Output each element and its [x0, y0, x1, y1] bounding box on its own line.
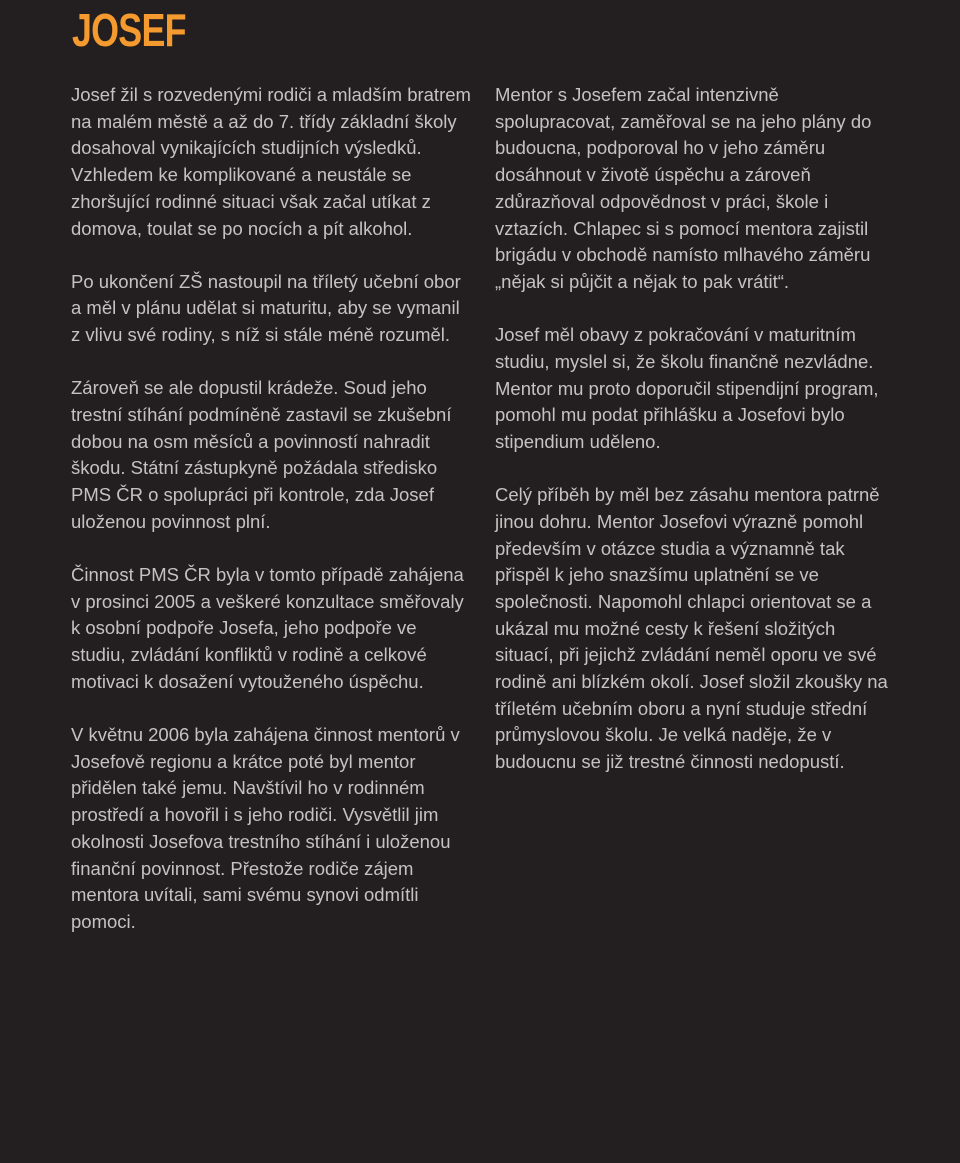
- left-column: [71, 82, 471, 962]
- paragraph: Celý příběh by měl bez zásahu mentora patrně jinou dohru. Mentor Josefovi výrazně pomohl především v otázce studia a významně tak přispěl k jeho snazšímu uplatnění se ve společnosti. Napomohl chlapci orientovat se a ukázal mu možné cesty k řešení složitých situací, při jejichž zvládání neměl oporu ve své rodině ani blízkém okolí. Josef složil zkoušky na tříletém učebním oboru a nyní studuje střední průmyslovou školu. Je velká naděje, že v budoucnu se již trestné činnosti nedopustí.: [495, 484, 888, 773]
- paragraph: Činnost PMS ČR byla v tomto případě zahájena v prosinci 2005 a veškeré konzultace směřovaly k osobní podpoře Josefa, jeho podpoře ve studiu, zvládání konfliktů v rodině a celkové motivaci k dosažení vytouženého úspěchu.: [71, 564, 464, 692]
- page-title: JOSEF: [72, 4, 186, 56]
- paragraph: Po ukončení ZŠ nastoupil na tříletý učební obor a měl v plánu udělat si maturitu, aby se vymanil z vlivu své rodiny, s níž si stále méně rozuměl.: [71, 270, 461, 346]
- paragraph: Josef měl obavy z pokračování v maturitním studiu, myslel si, že školu finančně nezvládne. Mentor mu proto doporučil stipendijní program, pomohl mu podat přihlášku a Josefovi bylo stipendium uděleno.: [495, 324, 879, 452]
- paragraph: Josef žil s rozvedenými rodiči a mladším bratrem na malém městě a až do 7. třídy základní školy dosahoval vynikajících studijních výsledků. Vzhledem ke komplikované a neustále se zhoršující rodinné situaci však začal utíkat z domova, toulat se po nocích a pít alkohol.: [71, 84, 471, 239]
- paragraph: Zároveň se ale dopustil krádeže. Soud jeho trestní stíhání podmíněně zastavil se zkušební dobou na osm měsíců a povinností nahradit škodu. Státní zástupkyně požádala středisko PMS ČR o spolupráci při kontrole, zda Josef uloženou povinnost plní.: [71, 377, 452, 532]
- right-column: [495, 82, 895, 802]
- paragraph: Mentor s Josefem začal intenzivně spolupracovat, zaměřoval se na jeho plány do budoucna, podporoval ho v jeho záměru dosáhnout v životě úspěchu a zároveň zdůrazňoval odpovědnost v práci, škole i vztazích. Chlapec si s pomocí mentora zajistil brigádu v obchodě namísto mlhavého záměru „nějak si půjčit a nějak to pak vrátit“.: [495, 84, 872, 292]
- paragraph: V květnu 2006 byla zahájena činnost mentorů v Josefově regionu a krátce poté byl mentor přidělen také jemu. Navštívil ho v rodinném prostředí a hovořil i s jeho rodiči. Vysvětlil jim okolnosti Josefova trestního stíhání i uloženou finanční povinnost. Přestože rodiče zájem mentora uvítali, sami svému synovi odmítli pomoci.: [71, 724, 460, 932]
